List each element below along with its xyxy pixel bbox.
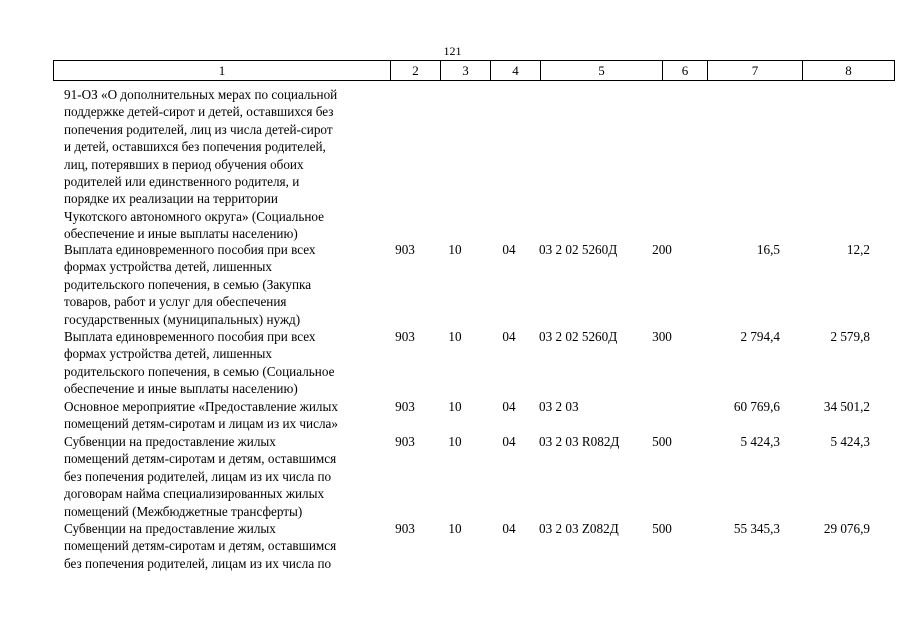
section-code: 10 <box>448 399 462 414</box>
amount-col-7: 16,5 <box>756 242 780 257</box>
subsection-code: 04 <box>502 399 516 414</box>
amount-col-8: 34 501,2 <box>823 399 870 414</box>
header-col-5: 5 <box>541 61 663 81</box>
page-number: 121 <box>443 44 462 58</box>
description-line: товаров, работ и услуг для обеспечения <box>64 294 287 310</box>
section-code: 10 <box>448 434 462 449</box>
column-number-header <box>53 60 895 81</box>
description-line: государственных (муниципальных) нужд) <box>64 311 301 327</box>
amount-col-7: 60 769,6 <box>733 399 780 414</box>
header-col-6: 6 <box>663 61 708 81</box>
ministry-code: 903 <box>395 329 415 344</box>
target-article-code: 03 2 02 5260Д <box>539 242 618 257</box>
expense-type-code: 500 <box>652 521 672 536</box>
description-line: помещений детям-сиротам и детям, оставшимся <box>64 451 337 467</box>
ministry-code: 903 <box>395 242 415 257</box>
row-description <box>64 241 394 328</box>
expense-type-code: 200 <box>652 242 672 257</box>
section-code: 10 <box>448 242 462 257</box>
description-line: помещений детям-сиротам и лицам из их числа» <box>64 416 339 432</box>
target-article-code: 03 2 03 R082Д <box>539 434 620 449</box>
description-line: родителей или единственного родителя, и <box>64 174 300 190</box>
row-description <box>64 433 394 520</box>
amount-col-7: 55 345,3 <box>733 521 780 536</box>
description-line: родительского попечения, в семью (Социальное <box>64 363 335 379</box>
ministry-code: 903 <box>395 521 415 536</box>
section-code: 10 <box>448 521 462 536</box>
expense-type-code: 300 <box>652 329 672 344</box>
description-line: попечения родителей, лиц из числа детей-сирот <box>64 121 333 137</box>
description-line: помещений (Межбюджетные трансферты) <box>64 503 303 519</box>
description-line: поддержке детей-сирот и детей, оставшихся без <box>64 104 334 120</box>
description-line: Основное мероприятие «Предоставление жилых <box>64 399 338 414</box>
row-description <box>64 328 394 398</box>
description-line: 91-ОЗ «О дополнительных мерах по социальной <box>64 87 338 102</box>
subsection-code: 04 <box>502 521 516 536</box>
target-article-code: 03 2 02 5260Д <box>539 329 618 344</box>
description-line: Выплата единовременного пособия при всех <box>64 242 316 257</box>
header-col-4: 4 <box>491 61 541 81</box>
description-line: помещений детям-сиротам и детям, оставшимся <box>64 538 337 554</box>
description-line: Субвенции на предоставление жилых <box>64 521 276 536</box>
amount-col-8: 2 579,8 <box>830 329 870 344</box>
row-description <box>64 398 394 433</box>
target-article-code: 03 2 03 <box>539 399 579 414</box>
row-description <box>64 86 394 243</box>
amount-col-8: 12,2 <box>846 242 870 257</box>
description-line: формах устройства детей, лишенных <box>64 346 273 362</box>
ministry-code: 903 <box>395 434 415 449</box>
amount-col-7: 2 794,4 <box>740 329 780 344</box>
description-line: обеспечение и иные выплаты населению) <box>64 381 298 397</box>
section-code: 10 <box>448 329 462 344</box>
description-line: родительского попечения, в семью (Закупка <box>64 276 312 292</box>
description-line: договорам найма специализированных жилых <box>64 486 325 502</box>
header-col-8: 8 <box>803 61 895 81</box>
description-line: Субвенции на предоставление жилых <box>64 434 276 449</box>
description-line: и детей, оставшихся без попечения родителей, <box>64 139 326 155</box>
description-line: Чукотского автономного округа» (Социальное <box>64 208 324 224</box>
description-line: порядке их реализации на территории <box>64 191 278 207</box>
header-col-7: 7 <box>708 61 803 81</box>
description-line: без попечения родителей, лицам из их числа по <box>64 468 332 484</box>
header-col-3: 3 <box>441 61 491 81</box>
header-col-1: 1 <box>54 61 391 81</box>
target-article-code: 03 2 03 Z082Д <box>539 521 619 536</box>
amount-col-8: 5 424,3 <box>830 434 870 449</box>
subsection-code: 04 <box>502 434 516 449</box>
subsection-code: 04 <box>502 329 516 344</box>
description-line: без попечения родителей, лицам из их числа по <box>64 555 332 571</box>
description-line: формах устройства детей, лишенных <box>64 259 273 275</box>
description-line: обеспечение и иные выплаты населению) <box>64 226 298 242</box>
amount-col-7: 5 424,3 <box>740 434 780 449</box>
ministry-code: 903 <box>395 399 415 414</box>
expense-type-code: 500 <box>652 434 672 449</box>
header-col-2: 2 <box>391 61 441 81</box>
description-line: Выплата единовременного пособия при всех <box>64 329 316 344</box>
row-description <box>64 520 394 572</box>
subsection-code: 04 <box>502 242 516 257</box>
amount-col-8: 29 076,9 <box>823 521 870 536</box>
description-line: лиц, потерявших в период обучения обоих <box>64 156 304 172</box>
